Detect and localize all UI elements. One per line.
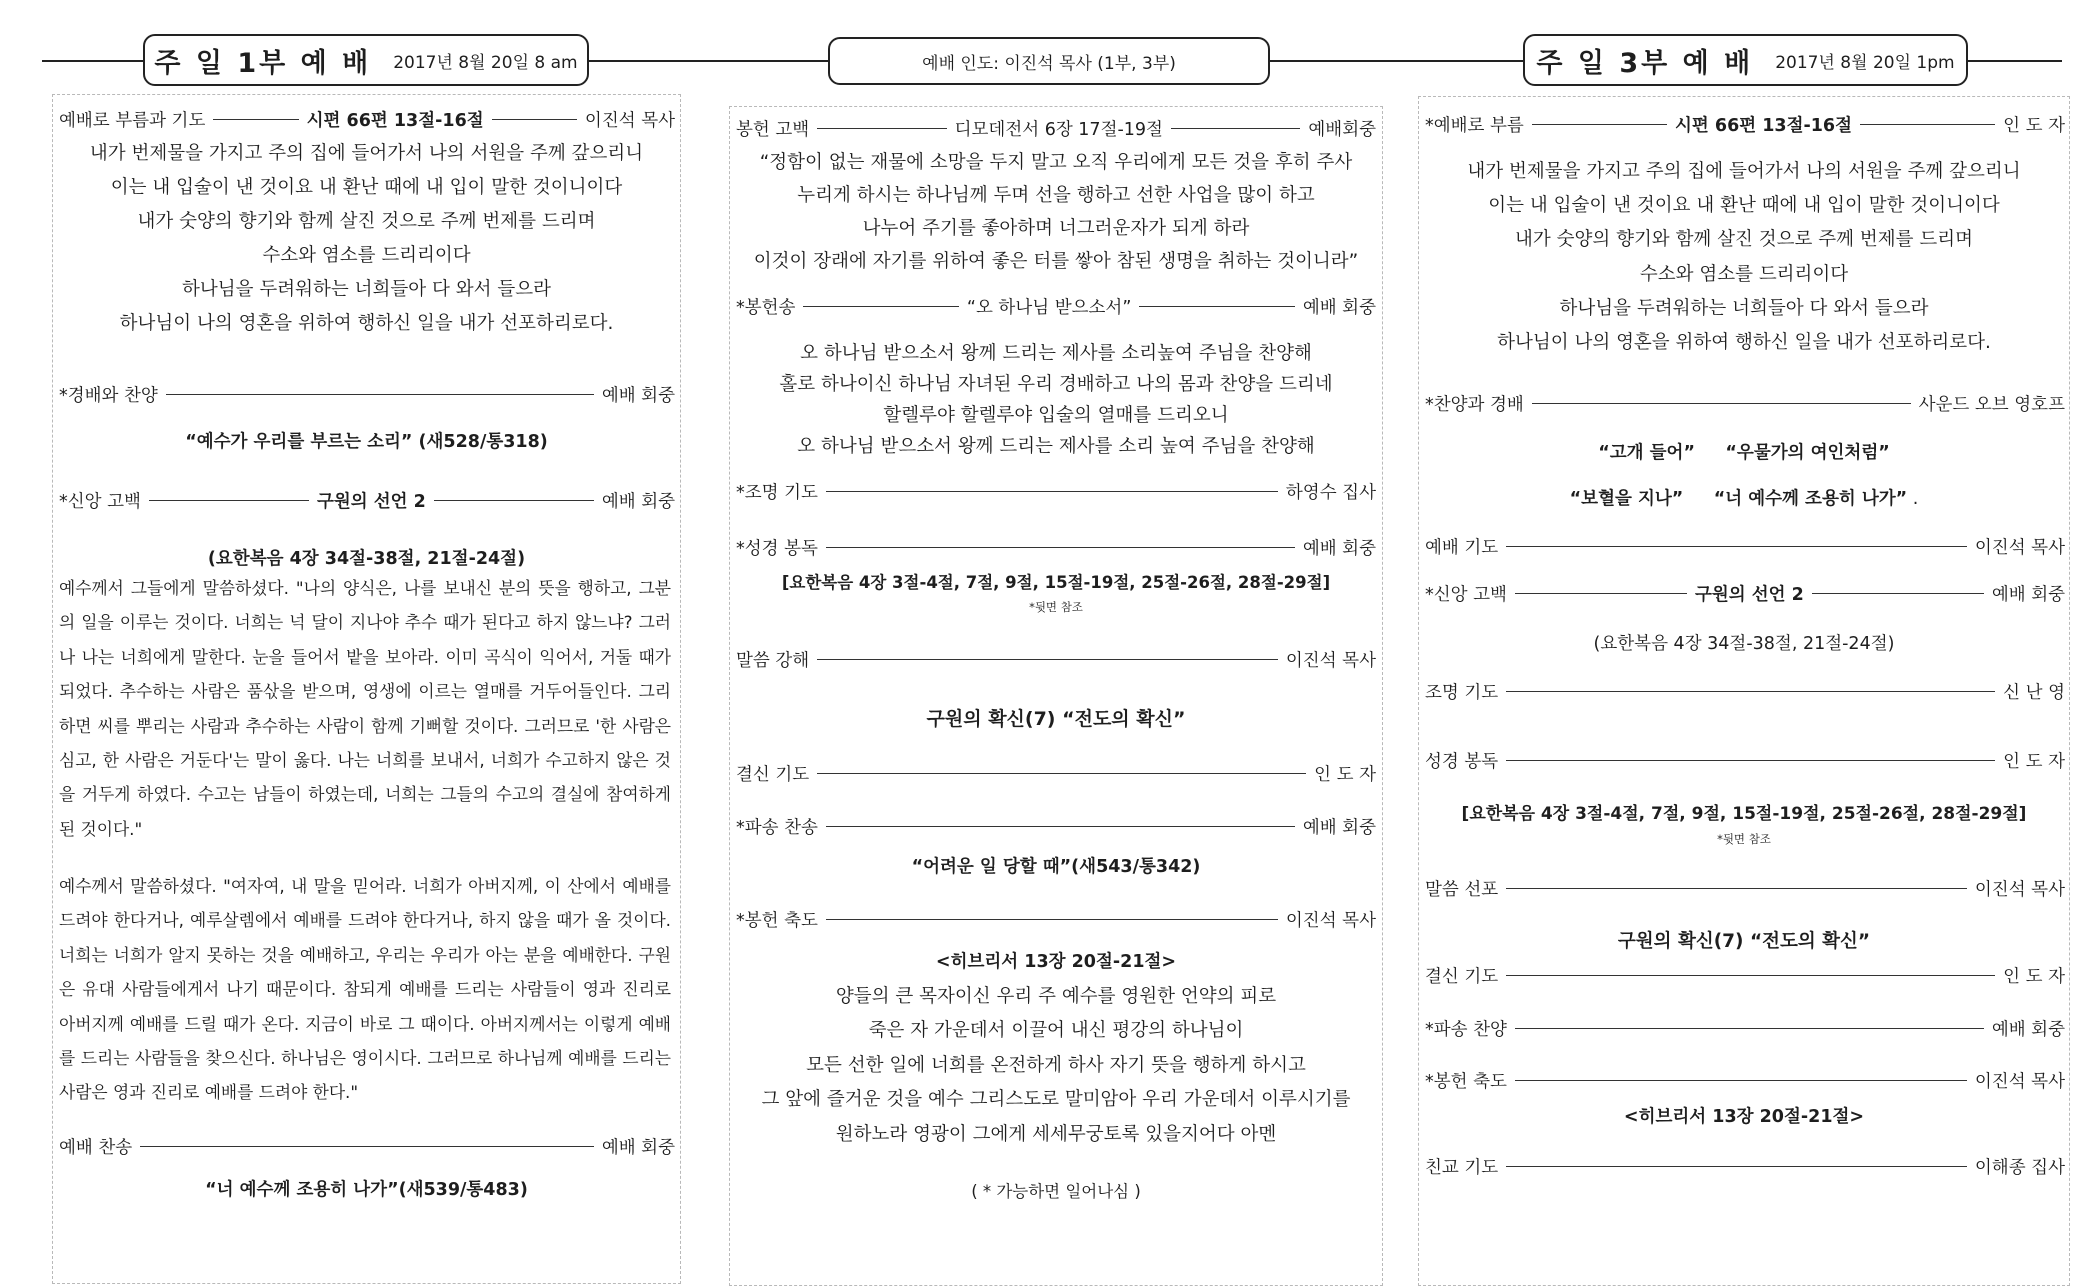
psalm-line: 수소와 염소를 드리리이다 — [262, 245, 471, 266]
row-leader: 예배 회중 — [601, 1137, 675, 1158]
row-label: *신앙 고백 — [59, 491, 141, 512]
row-center: “오 하나님 받으소서” — [966, 297, 1132, 318]
row-leader: 사운드 오브 영호프 — [1918, 394, 2065, 415]
sending-hymn-row — [736, 811, 1376, 841]
silent-prayer-row — [736, 476, 1376, 506]
row-label: 친교 기도 — [1425, 1157, 1499, 1178]
service1-title: 주 일 1부 예 배 — [154, 47, 372, 79]
blessing-line: 양들의 큰 목자이신 우리 주 예수를 영원한 언약의 피로 — [835, 986, 1277, 1007]
row-label: *성경 봉독 — [736, 538, 818, 559]
row-leader: 이진석 목사 — [584, 110, 676, 131]
worship-prayer-row — [1425, 531, 2065, 561]
row-label: 예배 찬송 — [59, 1137, 133, 1158]
worship-leader: 예배 인도: 이진석 목사 (1부, 3부) — [922, 53, 1176, 74]
offering-song-row — [736, 291, 1376, 321]
hymn-row — [59, 1131, 675, 1161]
reading-row — [1425, 745, 2065, 775]
row-center: 구원의 선언 2 — [1694, 584, 1804, 605]
column-service1 — [52, 94, 681, 1284]
row-label: 결신 기도 — [736, 764, 810, 785]
row-leader: 이해종 집사 — [1974, 1157, 2065, 1178]
row-leader: 이진석 목사 — [1974, 537, 2065, 558]
row-leader: 예배 회중 — [601, 491, 676, 512]
sending-hymn-row — [1425, 1013, 2065, 1043]
row-label: *봉헌 축도 — [736, 910, 818, 931]
psalm-line: 내가 번제물을 가지고 주의 집에 들어가서 나의 서원을 주께 갚으리니 — [89, 143, 644, 164]
praise-songs — [1419, 485, 2069, 510]
sermon-row — [736, 644, 1376, 674]
row-label: 결신 기도 — [1425, 966, 1499, 987]
row-leader: 예배 회중 — [1302, 297, 1376, 318]
leader-header — [828, 37, 1270, 85]
scripture-paragraph: 예수께서 그들에게 말씀하셨다. "나의 양식은, 나를 보내신 분의 뜻을 행하고, 그분의 일을 이루는 것이다. 너희는 넉 달이 지나야 추수 때가 된다고 하지 않느냐? 그러나 나는 너희에게 말한다. 눈을 들어서 밭을 보아라. 이미 곡식이 익어서, 거둘 때가 되었다. 추수하는 사람은 품삯을 받으며, 영생에 이르는 열매를 거두어들인다. 그리하면 씨를 뿌리는 사람과 추수하는 사람이 함께 기뻐할 것이다. 그러므로 '한 사람은 심고, 한 사람은 거둔다'는 말이 옳다. 나는 너희를 보내서, 너희가 수고하지 않은 것을 거두게 하였다. 수고는 남들이 하였는데, 너희는 그들의 수고의 결실에 참여하게 된 것이다." — [59, 578, 671, 839]
row-center: 디모데전서 6장 17절-19절 — [954, 119, 1163, 140]
blessing-row — [1425, 1065, 2065, 1095]
row-leader: 이진석 목사 — [1285, 650, 1376, 671]
psalm-line: 하나님을 두려워하는 너희들아 다 와서 들으라 — [182, 279, 551, 300]
row-leader: 예배 회중 — [1991, 1019, 2065, 1040]
row-label: 말씀 선포 — [1425, 879, 1499, 900]
decision-prayer-row — [736, 758, 1376, 788]
creed-reference: (요한복음 4장 34절-38절, 21절-24절) — [1593, 634, 1895, 654]
blessing-reference: <히브리서 13장 20절-21절> — [935, 952, 1177, 972]
psalm-line: 내가 번제물을 가지고 주의 집에 들어가서 나의 서원을 주께 갚으리니 — [1467, 161, 2021, 182]
offering-text-line: 나누어 주기를 좋아하며 너그러운자가 되게 하라 — [862, 218, 1250, 239]
row-leader: 이진석 목사 — [1285, 910, 1376, 931]
offering-lyric-line: 할렐루야 할렐루야 입술의 열매를 드리오니 — [883, 405, 1229, 426]
blessing-line: 원하노라 영광이 그에게 세세무궁토록 있을지어다 아멘 — [835, 1124, 1277, 1145]
sermon-title: 구원의 확신(7) “전도의 확신” — [926, 708, 1186, 730]
service1-date: 2017년 8월 20일 8 am — [393, 52, 578, 73]
row-leader: 신 난 영 — [2003, 682, 2065, 703]
blessing-reference: <히브리서 13장 20절-21절> — [1623, 1107, 1865, 1127]
reading-row — [736, 532, 1376, 562]
row-leader: 예배 회중 — [1302, 817, 1376, 838]
psalm-line: 이는 내 입술이 낸 것이요 내 환난 때에 내 입이 말한 것이니이다 — [1488, 195, 2000, 216]
row-center: 시편 66편 13절-16절 — [306, 110, 484, 131]
offering-lyric-line: 오 하나님 받으소서 왕께 드리는 제사를 소리 높여 주님을 찬양해 — [797, 436, 1315, 457]
row-leader: 인 도 자 — [1314, 764, 1376, 785]
row-label: *경배와 찬양 — [59, 385, 158, 406]
row-label: *봉헌송 — [736, 297, 796, 318]
psalm-line: 내가 숫양의 향기와 함께 살진 것으로 주께 번제를 드리며 — [137, 211, 596, 232]
service3-date: 2017년 8월 20일 1pm — [1775, 52, 1955, 73]
offering-text-line: 이것이 장래에 자기를 위하여 좋은 터를 쌓아 참된 생명을 취하는 것이니라” — [753, 251, 1359, 272]
row-leader: 인 도 자 — [2003, 966, 2065, 987]
row-label: 조명 기도 — [1425, 682, 1499, 703]
creed-row — [1425, 578, 2065, 608]
praise-row — [1425, 388, 2065, 418]
standing-note: ( * 가능하면 일어나심 ) — [971, 1182, 1141, 1201]
row-label: 봉헌 고백 — [736, 119, 810, 140]
row-leader: 인 도 자 — [2003, 751, 2065, 772]
psalm-line: 하나님이 나의 영혼을 위하여 행하신 일을 내가 선포하리로다. — [1497, 332, 1991, 353]
offering-text-line: “정함이 없는 재물에 소망을 두지 말고 오직 우리에게 모든 것을 후히 주사 — [759, 152, 1353, 173]
row-label: 성경 봉독 — [1425, 751, 1499, 772]
reading-reference: [요한복음 4장 3절-4절, 7절, 9절, 15절-19절, 25절-26절, 28절-29절] — [1461, 804, 2027, 824]
service3-title: 주 일 3부 예 배 — [1536, 47, 1754, 79]
praise-song: “예수가 우리를 부르는 소리” (새528/통318) — [185, 432, 548, 452]
praise-songs-tail: . — [1912, 489, 1919, 509]
offering-lyric-line: 오 하나님 받으소서 왕께 드리는 제사를 소리높여 주님을 찬양해 — [800, 343, 1312, 364]
sermon-title: 구원의 확신(7) “전도의 확신” — [1617, 931, 1871, 952]
row-leader: 예배회중 — [1308, 119, 1377, 140]
column-middle — [729, 106, 1383, 1286]
offering-lyric-line: 홀로 하나이신 하나님 자녀된 우리 경배하고 나의 몸과 찬양을 드리네 — [779, 374, 1333, 395]
row-leader: 이진석 목사 — [1974, 1071, 2065, 1092]
psalm-line: 하나님을 두려워하는 너희들아 다 와서 들으라 — [1559, 298, 1929, 319]
row-label: 예배 기도 — [1425, 537, 1499, 558]
reading-note: *뒷면 참조 — [1717, 832, 1771, 846]
praise-row — [59, 379, 675, 409]
service1-header — [143, 34, 589, 86]
silent-prayer-row — [1425, 676, 2065, 706]
row-leader: 하영수 집사 — [1285, 482, 1376, 503]
row-label: 말씀 강해 — [736, 650, 810, 671]
psalm-line: 이는 내 입술이 낸 것이요 내 환난 때에 내 입이 말한 것이니이다 — [110, 177, 623, 198]
row-label: *파송 찬양 — [1425, 1019, 1507, 1040]
psalm-line: 수소와 염소를 드리리이다 — [1639, 264, 1849, 285]
row-label: *파송 찬송 — [736, 817, 818, 838]
offering-row — [736, 113, 1376, 143]
psalm-line: 내가 숫양의 향기와 함께 살진 것으로 주께 번제를 드리며 — [1514, 229, 1974, 250]
row-label: *예배로 부름 — [1425, 115, 1524, 136]
row-leader: 예배 회중 — [1991, 584, 2066, 605]
row-center: 구원의 선언 2 — [316, 491, 426, 512]
row-label: 예배로 부름과 기도 — [59, 110, 206, 131]
decision-prayer-row — [1425, 960, 2065, 990]
call-to-worship-row — [59, 104, 675, 134]
call-to-worship-row — [1425, 109, 2065, 139]
praise-songs-titles: “보혈을 지나” “너 예수께 조용히 나가” — [1569, 489, 1908, 509]
reading-note: *뒷면 참조 — [1029, 600, 1083, 614]
blessing-line: 모든 선한 일에 너희를 온전하게 하사 자기 뜻을 행하게 하시고 — [806, 1055, 1306, 1076]
row-label: *봉헌 축도 — [1425, 1071, 1507, 1092]
creed-reference: (요한복음 4장 34절-38절, 21절-24절) — [207, 549, 526, 569]
service3-header — [1523, 34, 1968, 86]
sermon-row — [1425, 873, 2065, 903]
scripture-paragraph: 예수께서 말씀하셨다. "여자여, 내 말을 믿어라. 너희가 아버지께, 이 산에서 예배를 드려야 한다거나, 예루살렘에서 예배를 드려야 한다거나, 하지 않을 때가 올 것이다. 너희는 너희가 알지 못하는 것을 예배하고, 우리는 우리가 아는 분을 예배한다. 구원은 유대 사람들에게서 나기 때문이다. 참되게 예배를 드리는 사람들이 영과 진리로 아버지께 예배를 드릴 때가 온다. 지금이 바로 그 때이다. 아버지께서는 이렇게 예배를 드리는 사람들을 찾으신다. 하나님은 영이시다. 그러므로 하나님께 예배를 드리는 사람은 영과 진리로 예배를 드려야 한다." — [59, 876, 671, 1103]
blessing-row — [736, 904, 1376, 934]
praise-songs: “고개 들어” “우물가의 여인처럼” — [1598, 443, 1890, 463]
creed-row — [59, 485, 675, 515]
hymn-title: “너 예수께 조용히 나가”(새539/통483) — [205, 1180, 528, 1200]
row-leader: 예배 회중 — [601, 385, 675, 406]
row-leader: 인 도 자 — [2003, 115, 2066, 136]
blessing-line: 죽은 자 가운데서 이끌어 내신 평강의 하나님이 — [868, 1020, 1244, 1041]
fellowship-prayer-row — [1425, 1151, 2065, 1181]
reading-reference: [요한복음 4장 3절-4절, 7절, 9절, 15절-19절, 25절-26절, 28절-29절] — [781, 573, 1331, 592]
offering-text-line: 누리게 하시는 하나님께 두며 선을 행하고 선한 사업을 많이 하고 — [797, 185, 1315, 206]
row-leader: 예배 회중 — [1302, 538, 1376, 559]
row-label: *조명 기도 — [736, 482, 818, 503]
psalm-line: 하나님이 나의 영혼을 위하여 행하신 일을 내가 선포하리로다. — [119, 313, 614, 334]
row-label: *찬양과 경배 — [1425, 394, 1524, 415]
row-label: *신앙 고백 — [1425, 584, 1507, 605]
sending-song: “어려운 일 당할 때”(새543/통342) — [911, 857, 1201, 877]
row-leader: 이진석 목사 — [1974, 879, 2065, 900]
row-center: 시편 66편 13절-16절 — [1674, 115, 1853, 136]
blessing-line: 그 앞에 즐거운 것을 예수 그리스도로 말미암아 우리 가운데서 이루시기를 — [761, 1089, 1351, 1110]
column-service3 — [1418, 96, 2070, 1286]
